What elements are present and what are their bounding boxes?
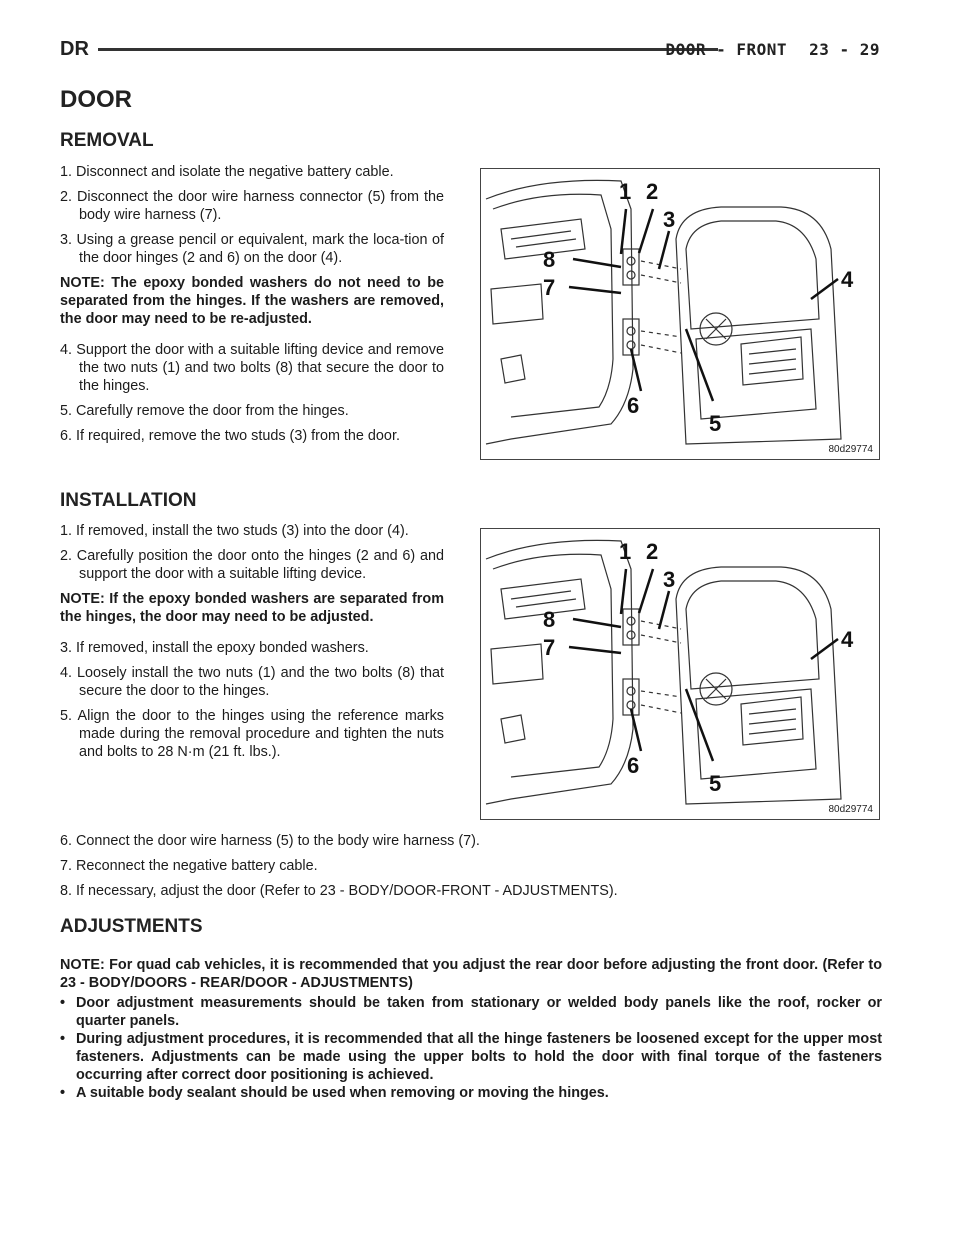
installation-text-full xyxy=(60,832,882,907)
installation-heading: INSTALLATION xyxy=(60,490,197,511)
callout-3: 3 xyxy=(663,567,676,592)
removal-step: 4. Support the door with a suitable lifting device and remove the two nuts (1) and two bolts (8) that secure the door to the hinges. xyxy=(60,342,444,394)
callout-3: 3 xyxy=(663,207,676,232)
callout-1: 1 xyxy=(619,539,632,564)
removal-step: 1. Disconnect and isolate the negative battery cable. xyxy=(60,164,394,180)
door-hinge-illustration xyxy=(481,169,879,459)
page-header xyxy=(60,38,880,62)
removal-heading: REMOVAL xyxy=(60,130,154,151)
bullet-icon: • xyxy=(60,995,66,1011)
removal-text xyxy=(60,163,444,452)
callout-4: 4 xyxy=(841,267,854,292)
bullet-icon: • xyxy=(60,1085,66,1101)
callout-8: 8 xyxy=(543,607,556,632)
header-page-number: 23 - 29 xyxy=(809,40,880,59)
callout-6: 6 xyxy=(627,753,640,778)
removal-step: 6. If required, remove the two studs (3) from the door. xyxy=(60,428,400,444)
adjustments-note: NOTE: For quad cab vehicles, it is recommended that you adjust the rear door before adjusting the front door. (Refer to 23 - BODY/DOORS - REAR/DOOR - ADJUSTMENTS) xyxy=(60,957,882,991)
adjustments-bullet xyxy=(60,1084,882,1102)
adjustments-bullet xyxy=(60,1030,882,1084)
door-hinge-illustration xyxy=(481,529,879,819)
installation-step: 5. Align the door to the hinges using the reference marks made during the removal procedure and tighten the nuts and bolts to 28 N·m (21 ft. lbs.). xyxy=(60,708,444,760)
bullet-text: A suitable body sealant should be used when removing or moving the hinges. xyxy=(76,1085,609,1101)
removal-step: 2. Disconnect the door wire harness connector (5) from the body wire harness (7). xyxy=(60,189,444,223)
adjustments-text xyxy=(60,956,882,1102)
bullet-icon: • xyxy=(60,1031,66,1047)
installation-text xyxy=(60,522,444,768)
bullet-text: Door adjustment measurements should be taken from stationary or welded body panels like the roof, rocker or quarter panels. xyxy=(76,995,882,1029)
removal-step: 3. Using a grease pencil or equivalent, mark the loca-tion of the door hinges (2 and 6) on the door (4). xyxy=(60,232,444,266)
removal-note: NOTE: The epoxy bonded washers do not need to be separated from the hinges. If the washers are removed, the door may need to be re-adjusted. xyxy=(60,275,444,327)
installation-step: 6. Connect the door wire harness (5) to the body wire harness (7). xyxy=(60,833,480,849)
callout-8: 8 xyxy=(543,247,556,272)
installation-note: NOTE: If the epoxy bonded washers are separated from the hinges, the door may need to be adjusted. xyxy=(60,591,444,625)
installation-step: 4. Loosely install the two nuts (1) and the two bolts (8) that secure the door to the hinges. xyxy=(60,665,444,699)
callout-4: 4 xyxy=(841,627,854,652)
adjustments-bullet xyxy=(60,994,882,1030)
header-model: DR xyxy=(60,38,89,60)
removal-step: 5. Carefully remove the door from the hinges. xyxy=(60,403,349,419)
callout-5: 5 xyxy=(709,771,722,796)
installation-step: 1. If removed, install the two studs (3) into the door (4). xyxy=(60,523,409,539)
page-title: DOOR xyxy=(60,86,132,113)
callout-6: 6 xyxy=(627,393,640,418)
door-hinge-figure-installation xyxy=(480,528,880,820)
figure-code: 80d29774 xyxy=(828,444,873,455)
header-rule xyxy=(98,48,718,51)
bullet-text: During adjustment procedures, it is recommended that all the hinge fasteners be loosened except for the upper most fasteners. Adjustments can be made using the upper bolts to hold the door with final torque of the fasteners occurring after correct door positioning is achieved. xyxy=(76,1031,882,1083)
installation-step: 3. If removed, install the epoxy bonded washers. xyxy=(60,640,369,656)
callout-2: 2 xyxy=(646,539,659,564)
figure-code: 80d29774 xyxy=(828,804,873,815)
callout-1: 1 xyxy=(619,179,632,204)
installation-step: 8. If necessary, adjust the door (Refer to 23 - BODY/DOOR-FRONT - ADJUSTMENTS). xyxy=(60,883,618,899)
callout-2: 2 xyxy=(646,179,659,204)
adjustments-heading: ADJUSTMENTS xyxy=(60,916,203,937)
callout-7: 7 xyxy=(543,275,556,300)
header-section: DOOR - FRONT xyxy=(665,40,788,59)
callout-5: 5 xyxy=(709,411,722,436)
installation-step: 2. Carefully position the door onto the hinges (2 and 6) and support the door with a suitable lifting device. xyxy=(60,548,444,582)
installation-step: 7. Reconnect the negative battery cable. xyxy=(60,858,318,874)
callout-7: 7 xyxy=(543,635,556,660)
header-right xyxy=(665,40,880,59)
door-hinge-figure-removal xyxy=(480,168,880,460)
